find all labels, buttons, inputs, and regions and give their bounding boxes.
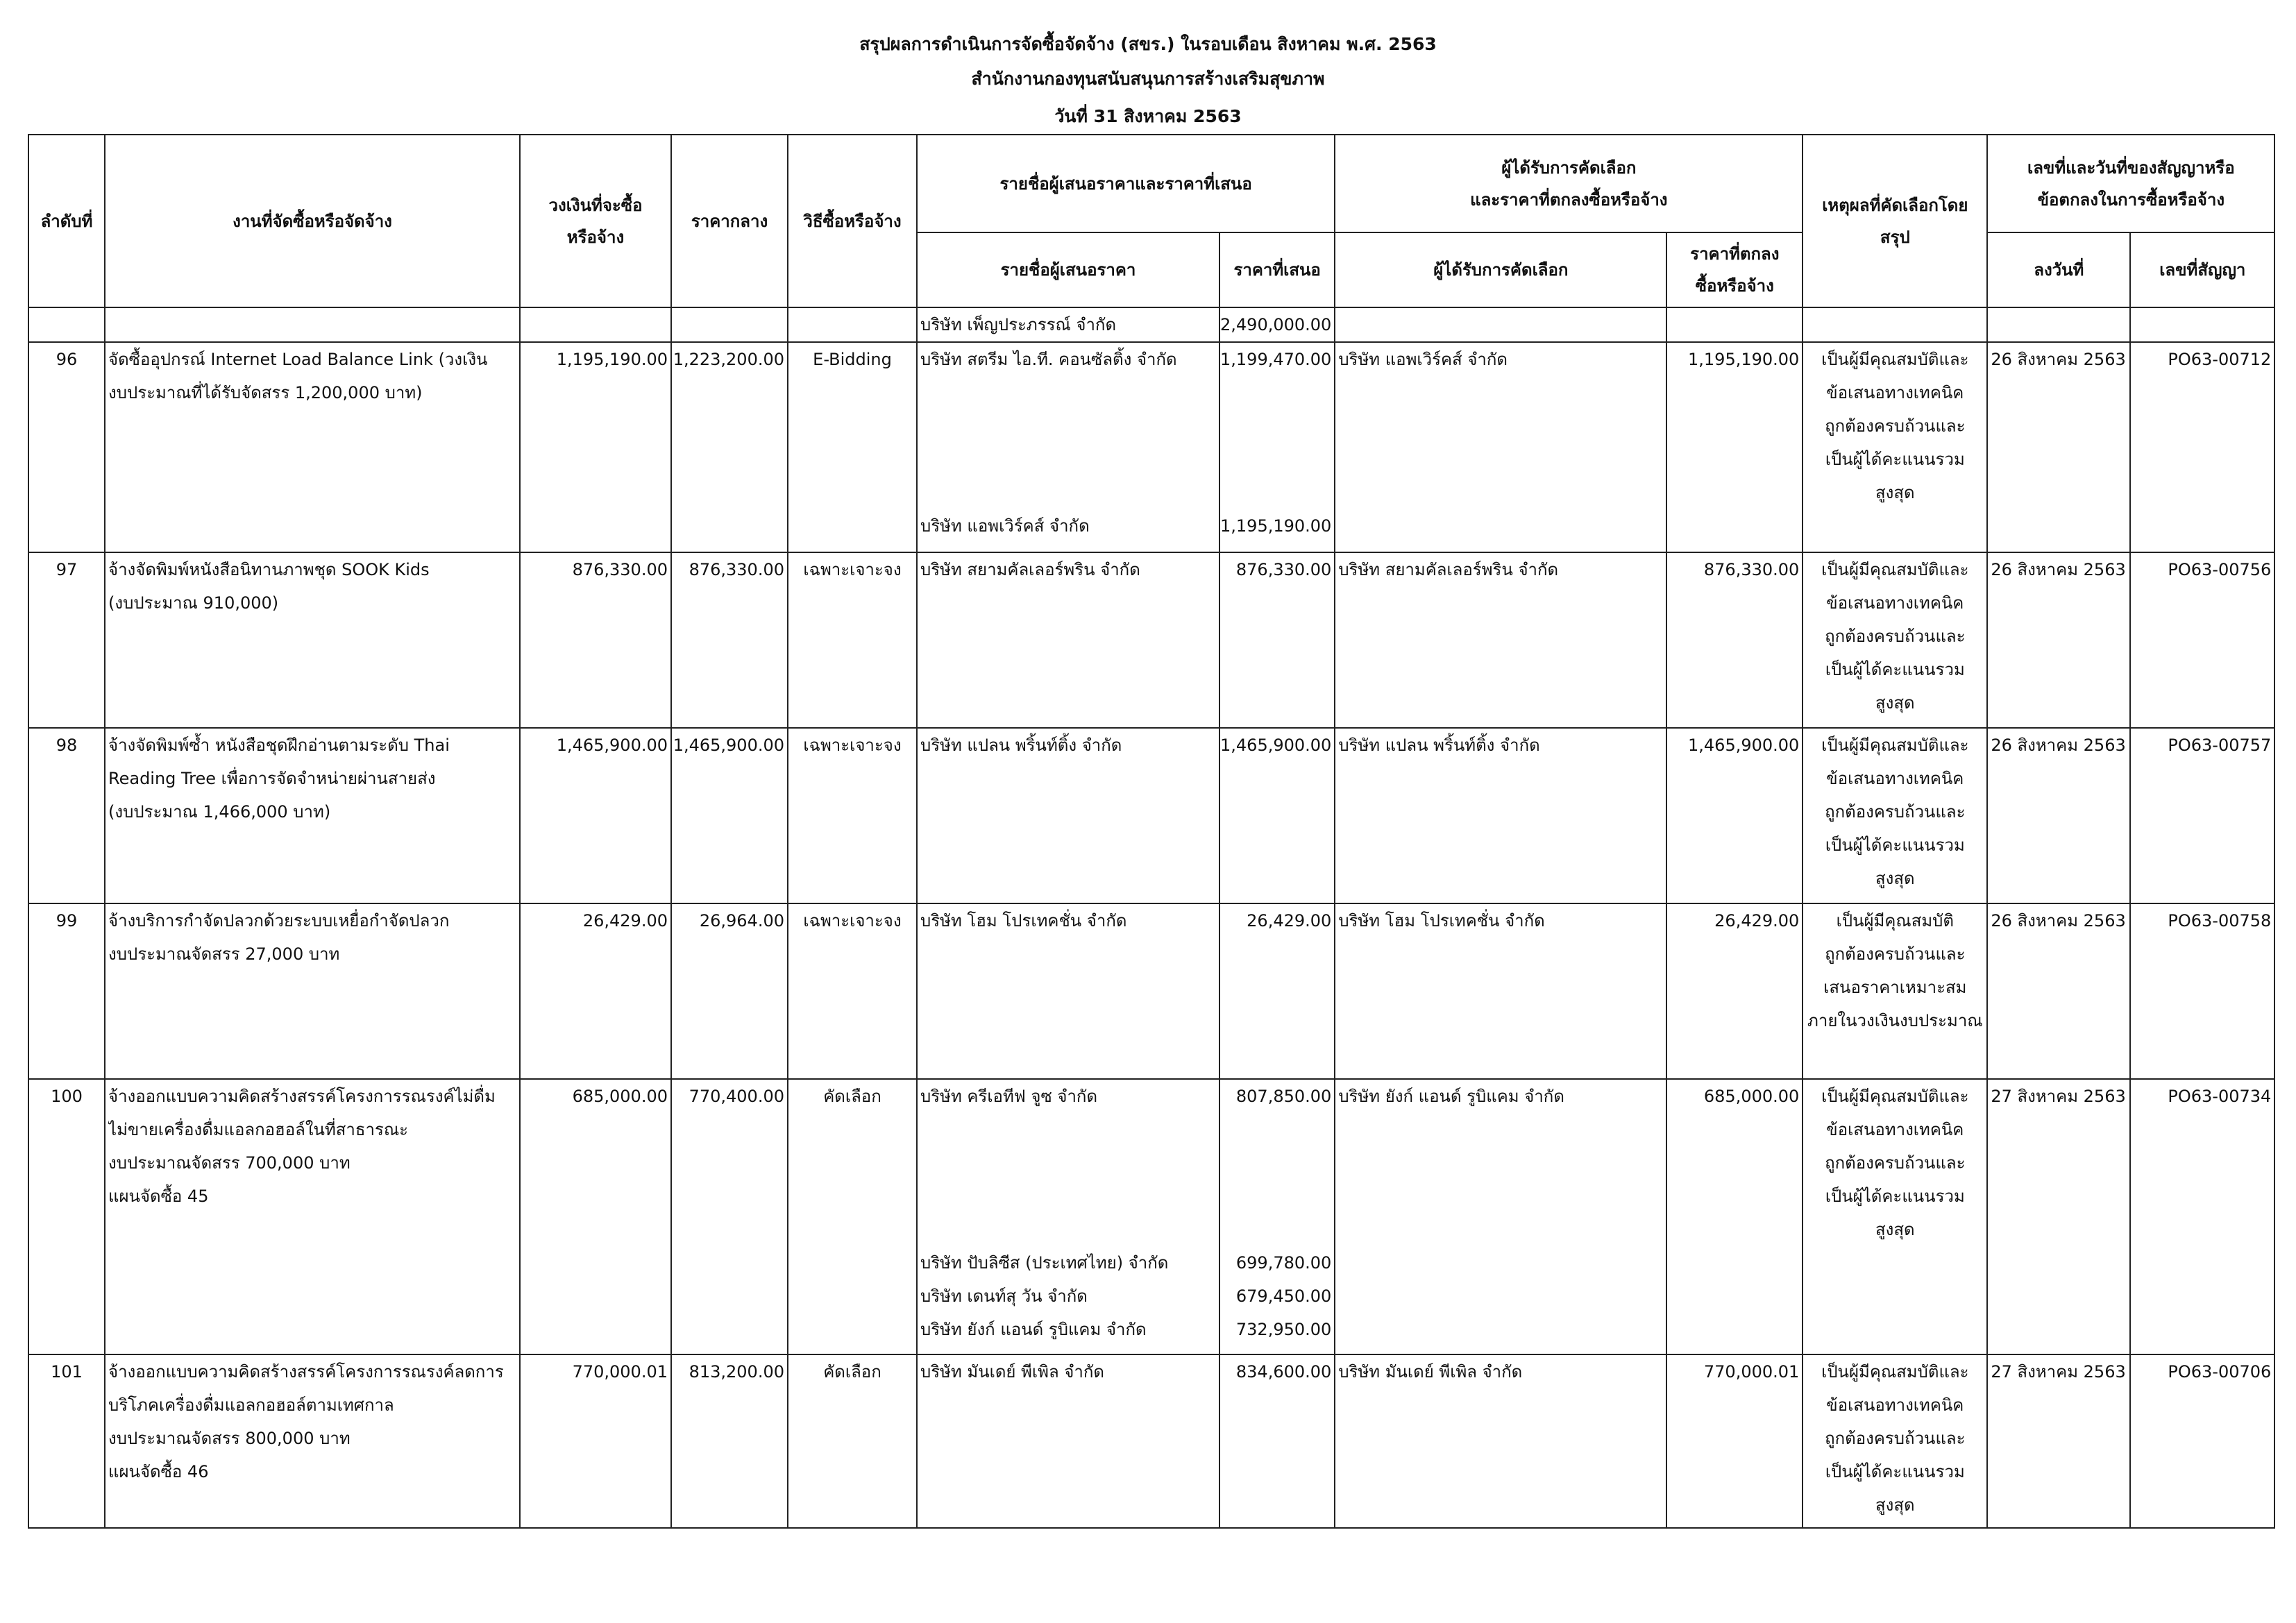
reason-line: เป็นผู้ได้คะแนนรวม bbox=[1825, 1187, 1965, 1206]
method-text: E-Bidding bbox=[813, 350, 892, 369]
bid-price: 2,490,000.00 bbox=[1219, 307, 1335, 342]
bid-price: 1,195,190.00 bbox=[1220, 516, 1332, 536]
header-reason: เหตุผลที่คัดเลือกโดย สรุป bbox=[1803, 135, 1987, 307]
method-text: เฉพาะเจาะจง bbox=[803, 736, 902, 755]
reason-line: สูงสุด bbox=[1875, 1220, 1915, 1239]
median-text: 1,465,900.00 bbox=[673, 736, 784, 755]
reason-line: เป็นผู้ได้คะแนนรวม bbox=[1825, 450, 1965, 469]
bidder-name: บริษัท ปับลิซีส (ประเทศไทย) จำกัด bbox=[920, 1253, 1169, 1273]
budget-text: 1,195,190.00 bbox=[556, 350, 668, 369]
median-text: 770,400.00 bbox=[689, 1087, 784, 1106]
header-bidder-name: รายชื่อผู้เสนอราคา bbox=[917, 232, 1219, 307]
median-price bbox=[671, 903, 788, 1079]
header-winner-group: ผู้ได้รับการคัดเลือก และราคาที่ตกลงซื้อหรือจ้าง bbox=[1335, 135, 1803, 232]
organization-name: สำนักงานกองทุนสนับสนุนการสร้างเสริมสุขภาพ bbox=[971, 69, 1325, 89]
table-row bbox=[28, 552, 2274, 728]
bidder-names bbox=[917, 1079, 1219, 1354]
reason-line: ข้อเสนอทางเทคนิค bbox=[1826, 593, 1964, 613]
work-line: จัดซื้ออุปกรณ์ Internet Load Balance Link (วงเงิน bbox=[108, 350, 488, 369]
median-price bbox=[671, 1354, 788, 1528]
bidder-names bbox=[917, 728, 1219, 903]
agreed-text: 26,429.00 bbox=[1714, 911, 1800, 931]
agreed-text: 1,195,190.00 bbox=[1688, 350, 1800, 369]
work-line: แผนจัดซื้อ 46 bbox=[108, 1462, 209, 1481]
median-price bbox=[671, 728, 788, 903]
row-number bbox=[28, 728, 105, 903]
row-number bbox=[28, 1354, 105, 1528]
work-description bbox=[105, 728, 520, 903]
reason-line: เป็นผู้มีคุณสมบัติและ bbox=[1821, 350, 1969, 369]
median-text: 813,200.00 bbox=[689, 1362, 784, 1382]
contract-number bbox=[2130, 903, 2274, 1079]
reason-line: ถูกต้องครบถ้วนและ bbox=[1825, 627, 1966, 646]
agreed-text: 685,000.00 bbox=[1703, 1087, 1800, 1106]
median-price bbox=[671, 552, 788, 728]
row-number-text: 100 bbox=[51, 1087, 83, 1106]
contract-text: PO63-00734 bbox=[2168, 1087, 2272, 1106]
contract-date bbox=[1987, 903, 2130, 1079]
work-description bbox=[105, 903, 520, 1079]
report-date: วันที่ 31 สิงหาคม 2563 bbox=[1054, 106, 1242, 126]
row-number-text: 96 bbox=[56, 350, 78, 369]
procurement-method bbox=[788, 342, 917, 552]
work-line: ไม่ขายเครื่องดื่มแอลกอฮอล์ในที่สาธารณะ bbox=[108, 1120, 409, 1139]
selection-reason bbox=[1803, 552, 1987, 728]
bid-price: 1,199,470.00 bbox=[1220, 350, 1332, 369]
selection-reason bbox=[1803, 1079, 1987, 1354]
header-no: ลำดับที่ bbox=[28, 135, 105, 307]
reason-line: เป็นผู้มีคุณสมบัติและ bbox=[1821, 1087, 1969, 1106]
reason-line: เป็นผู้ได้คะแนนรวม bbox=[1825, 835, 1965, 855]
row-number bbox=[28, 903, 105, 1079]
agreed-price bbox=[1666, 903, 1803, 1079]
agreed-text: 770,000.01 bbox=[1703, 1362, 1800, 1382]
budget-amount bbox=[520, 1354, 671, 1528]
work-line: งบประมาณจัดสรร 800,000 บาท bbox=[108, 1429, 351, 1448]
work-line: จ้างจัดพิมพ์หนังสือนิทานภาพชุด SOOK Kids bbox=[108, 560, 430, 579]
table-row bbox=[28, 342, 2274, 552]
work-line: จ้างบริการกำจัดปลวกด้วยระบบเหยื่อกำจัดปลวก bbox=[108, 911, 450, 931]
row-number bbox=[28, 1079, 105, 1354]
work-line: จ้างออกแบบความคิดสร้างสรรค์โครงการรณรงค์ลดการ bbox=[108, 1362, 504, 1382]
reason-line: สูงสุด bbox=[1875, 869, 1915, 888]
agreed-price bbox=[1666, 728, 1803, 903]
agreed-text: 1,465,900.00 bbox=[1688, 736, 1800, 755]
row-number-text: 101 bbox=[51, 1362, 83, 1382]
bidder-name: บริษัท โฮม โปรเทคชั่น จำกัด bbox=[920, 911, 1127, 931]
contract-text: PO63-00706 bbox=[2168, 1362, 2272, 1382]
budget-amount bbox=[520, 552, 671, 728]
bidder-name: บริษัท สตรีม ไอ.ที. คอนซัลติ้ง จำกัด bbox=[920, 350, 1177, 369]
bid-price: 876,330.00 bbox=[1235, 560, 1332, 579]
winner-text: บริษัท มันเดย์ พีเพิล จำกัด bbox=[1338, 1362, 1523, 1382]
reason-line: เป็นผู้มีคุณสมบัติ bbox=[1836, 911, 1954, 931]
procurement-method bbox=[788, 1354, 917, 1528]
date-text: 26 สิงหาคม 2563 bbox=[1991, 350, 2126, 369]
reason-line: ถูกต้องครบถ้วนและ bbox=[1825, 944, 1966, 964]
header-bidders-group: รายชื่อผู้เสนอราคาและราคาที่เสนอ bbox=[917, 135, 1335, 232]
method-text: คัดเลือก bbox=[823, 1362, 881, 1382]
header-work: งานที่จัดซื้อหรือจัดจ้าง bbox=[105, 135, 520, 307]
bid-price: 679,450.00 bbox=[1235, 1286, 1332, 1306]
budget-text: 685,000.00 bbox=[572, 1087, 668, 1106]
bidder-names bbox=[917, 342, 1219, 552]
work-description bbox=[105, 1079, 520, 1354]
header-winner-name: ผู้ได้รับการคัดเลือก bbox=[1335, 232, 1666, 307]
bidder-names bbox=[917, 1354, 1219, 1528]
bid-price: 699,780.00 bbox=[1235, 1253, 1332, 1273]
carry-over-row bbox=[28, 307, 2274, 342]
winner-text: บริษัท แปลน พริ้นท์ติ้ง จำกัด bbox=[1338, 736, 1540, 755]
median-text: 26,964.00 bbox=[699, 911, 784, 931]
reason-line: สูงสุด bbox=[1875, 1495, 1915, 1515]
bid-price: 807,850.00 bbox=[1235, 1087, 1332, 1106]
winner-text: บริษัท โฮม โปรเทคชั่น จำกัด bbox=[1338, 911, 1545, 931]
bidder-name: บริษัท เดนท์สุ วัน จำกัด bbox=[920, 1286, 1088, 1306]
row-number-text: 99 bbox=[56, 911, 78, 931]
contract-number bbox=[2130, 1079, 2274, 1354]
budget-amount bbox=[520, 903, 671, 1079]
bid-prices bbox=[1219, 903, 1335, 1079]
bid-price: 732,950.00 bbox=[1235, 1320, 1332, 1339]
median-text: 876,330.00 bbox=[689, 560, 784, 579]
row-number bbox=[28, 342, 105, 552]
method-text: คัดเลือก bbox=[823, 1087, 881, 1106]
method-text: เฉพาะเจาะจง bbox=[803, 560, 902, 579]
work-description bbox=[105, 342, 520, 552]
header-contract-date: ลงวันที่ bbox=[1987, 232, 2130, 307]
work-line: Reading Tree เพื่อการจัดจำหน่ายผ่านสายส่ง bbox=[108, 769, 436, 788]
work-line: จ้างจัดพิมพ์ซ้ำ หนังสือชุดฝึกอ่านตามระดับ Thai bbox=[108, 736, 450, 755]
median-text: 1,223,200.00 bbox=[673, 350, 784, 369]
winner-name bbox=[1335, 1079, 1666, 1354]
work-line: งบประมาณที่ได้รับจัดสรร 1,200,000 บาท) bbox=[108, 383, 423, 402]
work-line: (งบประมาณ 1,466,000 บาท) bbox=[108, 802, 331, 822]
header-contract-group: เลขที่และวันที่ของสัญญาหรือ ข้อตกลงในการซื้อหรือจ้าง bbox=[1987, 135, 2274, 232]
winner-text: บริษัท แอพเวิร์คส์ จำกัด bbox=[1338, 350, 1508, 369]
budget-text: 770,000.01 bbox=[572, 1362, 668, 1382]
contract-date bbox=[1987, 342, 2130, 552]
reason-line: เป็นผู้มีคุณสมบัติและ bbox=[1821, 736, 1969, 755]
header-contract-no: เลขที่สัญญา bbox=[2130, 232, 2274, 307]
reason-line: ถูกต้องครบถ้วนและ bbox=[1825, 1429, 1966, 1448]
reason-line: ภายในวงเงินงบประมาณ bbox=[1807, 1011, 1983, 1030]
reason-line: สูงสุด bbox=[1875, 483, 1915, 502]
bid-prices bbox=[1219, 1079, 1335, 1354]
table-row bbox=[28, 1354, 2274, 1528]
reason-line: สูงสุด bbox=[1875, 693, 1915, 713]
work-description bbox=[105, 552, 520, 728]
work-line: งบประมาณจัดสรร 27,000 บาท bbox=[108, 944, 340, 964]
bidder-names bbox=[917, 552, 1219, 728]
date-text: 26 สิงหาคม 2563 bbox=[1991, 911, 2126, 931]
header-agreed-price: ราคาที่ตกลง ซื้อหรือจ้าง bbox=[1666, 232, 1803, 307]
reason-line: ถูกต้องครบถ้วนและ bbox=[1825, 416, 1966, 436]
contract-number bbox=[2130, 342, 2274, 552]
bid-prices bbox=[1219, 1354, 1335, 1528]
header-budget: วงเงินที่จะซื้อ หรือจ้าง bbox=[520, 135, 671, 307]
selection-reason bbox=[1803, 1354, 1987, 1528]
winner-text: บริษัท ยังก์ แอนด์ รูบิแคม จำกัด bbox=[1338, 1087, 1564, 1106]
agreed-price bbox=[1666, 1354, 1803, 1528]
bidder-name: บริษัท มันเดย์ พีเพิล จำกัด bbox=[920, 1362, 1104, 1382]
contract-number bbox=[2130, 1354, 2274, 1528]
bidder-names bbox=[917, 903, 1219, 1079]
date-text: 27 สิงหาคม 2563 bbox=[1991, 1362, 2126, 1382]
contract-text: PO63-00758 bbox=[2168, 911, 2272, 931]
bidder-name: บริษัท ยังก์ แอนด์ รูบิแคม จำกัด bbox=[920, 1320, 1147, 1339]
bidder-name: บริษัท เพ็ญประภรรณ์ จำกัด bbox=[917, 307, 1219, 342]
row-number-text: 97 bbox=[56, 560, 78, 579]
budget-amount bbox=[520, 728, 671, 903]
reason-line: ข้อเสนอทางเทคนิค bbox=[1826, 769, 1964, 788]
budget-text: 876,330.00 bbox=[572, 560, 668, 579]
work-line: งบประมาณจัดสรร 700,000 บาท bbox=[108, 1153, 351, 1173]
agreed-text: 876,330.00 bbox=[1703, 560, 1800, 579]
budget-text: 26,429.00 bbox=[582, 911, 668, 931]
bid-prices bbox=[1219, 552, 1335, 728]
procurement-table bbox=[28, 134, 2275, 1529]
procurement-method bbox=[788, 1079, 917, 1354]
procurement-method bbox=[788, 903, 917, 1079]
selection-reason bbox=[1803, 342, 1987, 552]
agreed-price bbox=[1666, 552, 1803, 728]
winner-name bbox=[1335, 552, 1666, 728]
agreed-price bbox=[1666, 1079, 1803, 1354]
date-text: 26 สิงหาคม 2563 bbox=[1991, 560, 2126, 579]
contract-text: PO63-00756 bbox=[2168, 560, 2272, 579]
reason-line: เสนอราคาเหมาะสม bbox=[1823, 978, 1967, 997]
winner-name bbox=[1335, 1354, 1666, 1528]
header-bid-price: ราคาที่เสนอ bbox=[1219, 232, 1335, 307]
reason-line: ข้อเสนอทางเทคนิค bbox=[1826, 383, 1964, 402]
procurement-method bbox=[788, 728, 917, 903]
reason-line: ข้อเสนอทางเทคนิค bbox=[1826, 1120, 1964, 1139]
procurement-method bbox=[788, 552, 917, 728]
winner-name bbox=[1335, 728, 1666, 903]
reason-line: เป็นผู้ได้คะแนนรวม bbox=[1825, 1462, 1965, 1481]
table-row bbox=[28, 903, 2274, 1079]
bidder-name: บริษัท แปลน พริ้นท์ติ้ง จำกัด bbox=[920, 736, 1122, 755]
reason-line: เป็นผู้มีคุณสมบัติและ bbox=[1821, 1362, 1969, 1382]
bid-prices bbox=[1219, 342, 1335, 552]
bidder-name: บริษัท สยามคัลเลอร์พริน จำกัด bbox=[920, 560, 1140, 579]
contract-date bbox=[1987, 1079, 2130, 1354]
contract-date bbox=[1987, 728, 2130, 903]
bid-price: 834,600.00 bbox=[1235, 1362, 1332, 1382]
selection-reason bbox=[1803, 728, 1987, 903]
row-number-text: 98 bbox=[56, 736, 78, 755]
table-row bbox=[28, 728, 2274, 903]
work-line: (งบประมาณ 910,000) bbox=[108, 593, 279, 613]
date-text: 27 สิงหาคม 2563 bbox=[1991, 1087, 2126, 1106]
reason-line: ถูกต้องครบถ้วนและ bbox=[1825, 802, 1966, 822]
contract-text: PO63-00757 bbox=[2168, 736, 2272, 755]
reason-line: ข้อเสนอทางเทคนิค bbox=[1826, 1395, 1964, 1415]
header-median-price: ราคากลาง bbox=[671, 135, 788, 307]
winner-name bbox=[1335, 342, 1666, 552]
bid-price: 1,465,900.00 bbox=[1220, 736, 1332, 755]
reason-line: เป็นผู้มีคุณสมบัติและ bbox=[1821, 560, 1969, 579]
winner-name bbox=[1335, 903, 1666, 1079]
bidder-name: บริษัท แอพเวิร์คส์ จำกัด bbox=[920, 516, 1090, 536]
contract-number bbox=[2130, 728, 2274, 903]
work-line: จ้างออกแบบความคิดสร้างสรรค์โครงการรณรงค์ไม่ดื่ม bbox=[108, 1087, 496, 1106]
table-row bbox=[28, 1079, 2274, 1354]
budget-amount bbox=[520, 1079, 671, 1354]
contract-text: PO63-00712 bbox=[2168, 350, 2272, 369]
row-number bbox=[28, 552, 105, 728]
reason-line: ถูกต้องครบถ้วนและ bbox=[1825, 1153, 1966, 1173]
bid-prices bbox=[1219, 728, 1335, 903]
selection-reason bbox=[1803, 903, 1987, 1079]
reason-line: เป็นผู้ได้คะแนนรวม bbox=[1825, 660, 1965, 679]
contract-date bbox=[1987, 1354, 2130, 1528]
bidder-name: บริษัท ครีเอทีฟ จูซ จำกัด bbox=[920, 1087, 1098, 1106]
date-text: 26 สิงหาคม 2563 bbox=[1991, 736, 2126, 755]
median-price bbox=[671, 1079, 788, 1354]
bid-price: 26,429.00 bbox=[1247, 911, 1332, 931]
method-text: เฉพาะเจาะจง bbox=[803, 911, 902, 931]
work-line: บริโภคเครื่องดื่มแอลกอฮอล์ตามเทศกาล bbox=[108, 1395, 394, 1415]
work-line: แผนจัดซื้อ 45 bbox=[108, 1187, 209, 1206]
median-price bbox=[671, 342, 788, 552]
contract-number bbox=[2130, 552, 2274, 728]
winner-text: บริษัท สยามคัลเลอร์พริน จำกัด bbox=[1338, 560, 1559, 579]
contract-date bbox=[1987, 552, 2130, 728]
work-description bbox=[105, 1354, 520, 1528]
header-method: วิธีซื้อหรือจ้าง bbox=[788, 135, 917, 307]
report-title: สรุปผลการดำเนินการจัดซื้อจัดจ้าง (สขร.) ในรอบเดือน สิงหาคม พ.ศ. 2563 bbox=[859, 34, 1437, 54]
budget-amount bbox=[520, 342, 671, 552]
budget-text: 1,465,900.00 bbox=[556, 736, 668, 755]
agreed-price bbox=[1666, 342, 1803, 552]
